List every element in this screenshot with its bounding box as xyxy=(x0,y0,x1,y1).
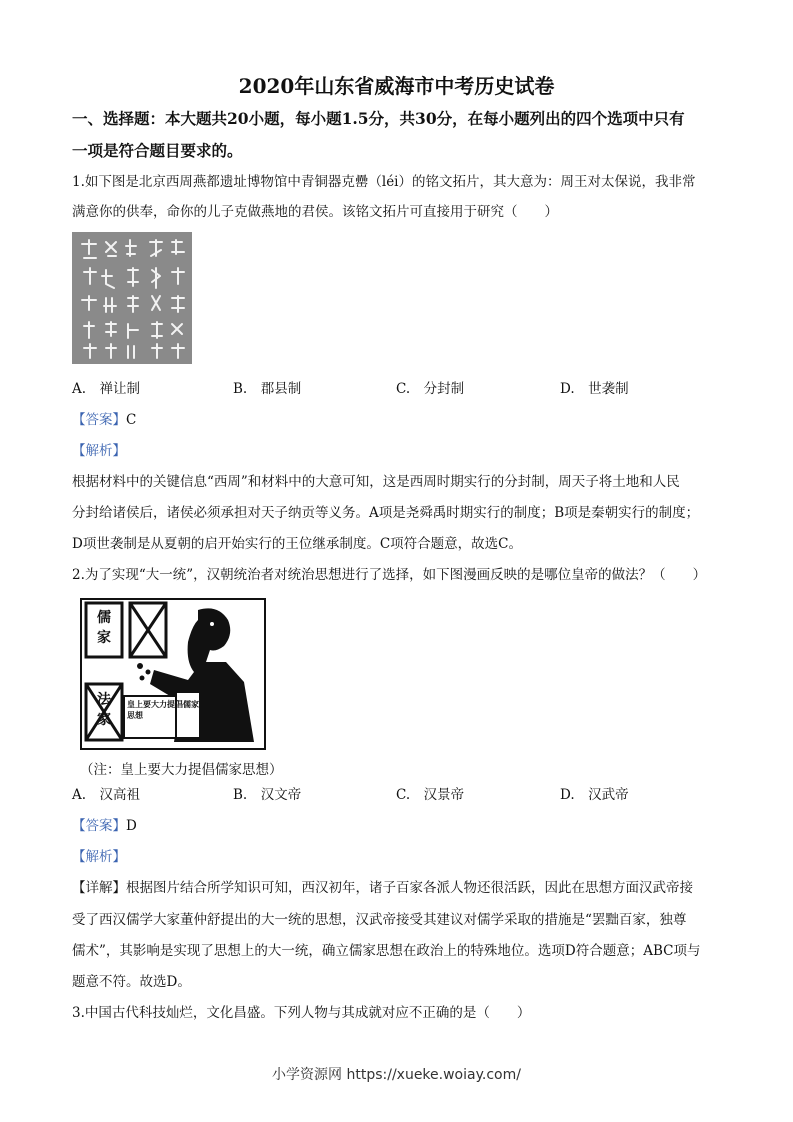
q1-analysis-line1: 根据材料中的关键信息“西周”和材料中的大意可知，这是西周时期实行的分封制，周天子将土地和人民 xyxy=(72,474,680,490)
q2-option-d: D. 汉武帝 xyxy=(560,787,629,803)
q3-stem: 3.中国古代科技灿烂，文化昌盛。下列人物与其成就对应不正确的是（ ） xyxy=(72,1005,531,1021)
cartoon-speech-text: 皇上要大力提倡儒家思想 xyxy=(127,699,199,720)
q2-analysis-label: 【解析】 xyxy=(72,849,126,865)
q1-analysis-line3: D项世袭制是从夏朝的启开始实行的王位继承制度。C项符合题意，故选C。 xyxy=(72,536,522,552)
q2-detail-line2: 受了西汉儒学大家董仲舒提出的大一统的思想，汉武帝接受其建议对儒学采取的措施是“罢黜百家，独尊 xyxy=(72,912,687,928)
q2-answer: 【答案】D xyxy=(72,818,137,834)
q1-stem-line1: 1.如下图是北京西周燕都遗址博物馆中青铜器克罍（léi）的铭文拓片，其大意为：周王对太保说，我非常 xyxy=(72,174,696,190)
cartoon-image xyxy=(80,598,266,750)
q1-option-d: D. 世袭制 xyxy=(560,381,629,397)
q2-option-a: A. 汉高祖 xyxy=(72,787,141,803)
cartoon-label-box1: 儒 家 xyxy=(97,610,111,646)
page-title: 2020年山东省威海市中考历史试卷 xyxy=(238,74,555,98)
section-heading-line1: 一、选择题：本大题共20小题，每小题1.5分，共30分，在每小题列出的四个选项中只有 xyxy=(72,109,685,128)
q2-option-c: C. 汉景帝 xyxy=(396,787,465,803)
q2-detail-line1: 【详解】根据图片结合所学知识可知，西汉初年，诸子百家各派人物还很活跃，因此在思想方面汉武帝接 xyxy=(72,880,693,896)
cartoon-label-box2: 法 家 xyxy=(97,692,111,728)
q2-stem: 2.为了实现“大一统”，汉朝统治者对统治思想进行了选择，如下图漫画反映的是哪位皇帝的做法？（ ） xyxy=(72,567,707,583)
q1-answer: 【答案】C xyxy=(72,412,137,428)
q2-option-b: B. 汉文帝 xyxy=(233,787,302,803)
q1-option-c: C. 分封制 xyxy=(396,381,465,397)
q1-answer-value: C xyxy=(126,412,137,428)
q1-analysis-label: 【解析】 xyxy=(72,443,126,459)
q1-option-b: B. 郡县制 xyxy=(233,381,302,397)
q2-detail-line3: 儒术”，其影响是实现了思想上的大一统，确立儒家思想在政治上的特殊地位。选项D符合题意；ABC项与 xyxy=(72,943,701,959)
section-heading-line2: 一项是符合题目要求的。 xyxy=(72,141,243,160)
q1-stem-line2: 满意你的供奉，命你的儿子克做燕地的君侯。该铭文拓片可直接用于研究（ ） xyxy=(72,204,558,220)
q1-analysis-line2: 分封给诸侯后，诸侯必须承担对天子纳贡等义务。A项是尧舜禹时期实行的制度；B项是秦朝实行的制度； xyxy=(72,505,700,521)
q2-cartoon-note: （注：皇上要大力提倡儒家思想） xyxy=(80,762,283,778)
q2-detail-line4: 题意不符。故选D。 xyxy=(72,974,191,990)
footer-watermark: 小学资源网 https://xueke.woiay.com/ xyxy=(272,1067,521,1083)
q1-option-a: A. 禅让制 xyxy=(72,381,141,397)
inscription-rubbing-image xyxy=(72,232,192,364)
q2-answer-value: D xyxy=(126,818,137,834)
